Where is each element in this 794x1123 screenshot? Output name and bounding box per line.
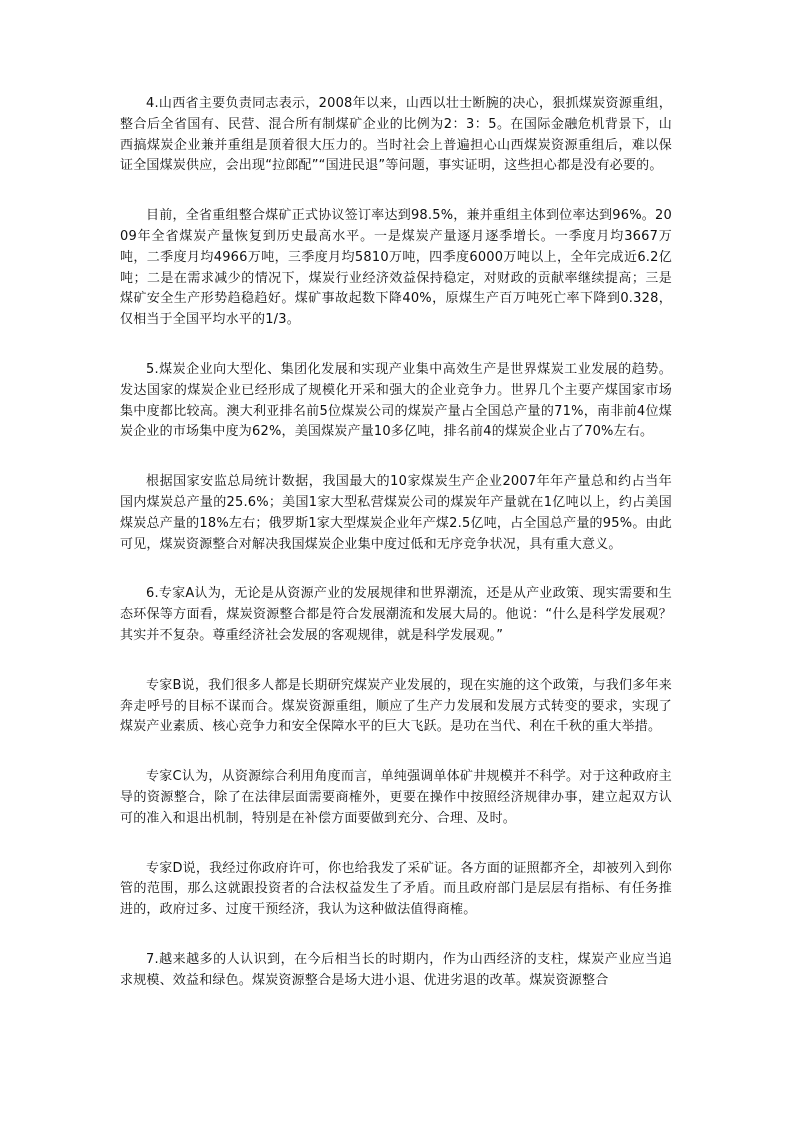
paragraph-concentration-statistics: 根据国家安监总局统计数据，我国最大的10家煤炭生产企业2007年年产量总和约占当年国内煤炭总产量的25.6%；美国1家大型私营煤炭公司的煤炭年产量就在1亿吨以上，约占美国煤炭总产量的18%左右；俄罗斯1家大型煤炭企业年产煤2.5亿吨，占全国总产量的95%。由此可见，煤炭资源整合对解决我国煤炭企业集中度过低和无序竞争状况，具有重大意义。 — [120, 474, 672, 552]
paragraph-7-future-direction: 7.越来越多的人认识到，在今后相当长的时期内，作为山西经济的支柱，煤炭产业应当追求规模、效益和绿色。煤炭资源整合是场大进小退、优进劣退的改革。煤炭资源整合 — [120, 951, 672, 988]
document-page — [120, 94, 672, 992]
paragraph-6-expert-a: 6.专家A认为，无论是从资源产业的发展规律和世界潮流，还是从产业政策、现实需要和生态环保等方面看，煤炭资源整合都是符合发展潮流和发展大局的。他说：“什么是科学发展观？其实并不复杂。尊重经济社会发展的客观规律，就是科学发展观。” — [120, 586, 672, 643]
paragraph-5-industry-trend: 5.煤炭企业向大型化、集团化发展和实现产业集中高效生产是世界煤炭工业发展的趋势。发达国家的煤炭企业已经形成了规模化开采和强大的企业竞争力。世界几个主要产煤国家市场集中度都比较高。澳大利亚排名前5位煤炭公司的煤炭产量占全国总产量的71%，南非前4位煤炭企业的市场集中度为62%，美国煤炭产量10多亿吨，排名前4的煤炭企业占了70%左右。 — [120, 361, 672, 440]
paragraph-4-coal-restructuring: 4.山西省主要负责同志表示，2008年以来，山西以壮士断腕的决心，狠抓煤炭资源重组，整合后全省国有、民营、混合所有制煤矿企业的比例为2：3：5。在国际金融危机背景下，山西搞煤炭企业兼并重组是顶着很大压力的。当时社会上普遍担心山西煤炭资源重组后，难以保证全国煤炭供应，会出现“拉郎配”“国进民退”等问题，事实证明，这些担心都是没有必要的。 — [120, 96, 672, 174]
paragraph-expert-d: 专家D说，我经过你政府许可，你也给我发了采矿证。各方面的证照都齐全，却被列入到你管的范围，那么这就跟投资者的合法权益发生了矛盾。而且政府部门是层层有指标、有任务推进的，政府过多、过度干预经济，我认为这种做法值得商榷。 — [120, 860, 672, 918]
paragraph-integration-results: 目前，全省重组整合煤矿正式协议签订率达到98.5%，兼并重组主体到位率达到96%。2009年全省煤炭产量恢复到历史最高水平。一是煤炭产量逐月逐季增长。一季度月均3667万吨，二季度月均4966万吨，三季度月均5810万吨，四季度6000万吨以上，全年完成近6.2亿吨；二是在需求减少的情况下，煤炭行业经济效益保持稳定，对财政的贡献率继续提高；三是煤矿安全生产形势趋稳趋好。煤矿事故起数下降40%，原煤生产百万吨死亡率下降到0.328，仅相当于全国平均水平的1/3。 — [120, 208, 672, 328]
paragraph-expert-c: 专家C认为，从资源综合利用角度而言，单纯强调单体矿井规模并不科学。对于这种政府主导的资源整合，除了在法律层面需要商榷外，更要在操作中按照经济规律办事，建立起双方认可的准入和退出机制，特别是在补偿方面要做到充分、合理、及时。 — [120, 769, 672, 826]
paragraph-expert-b: 专家B说，我们很多人都是长期研究煤炭产业发展的，现在实施的这个政策，与我们多年来奔走呼号的目标不谋而合。煤炭资源重组，顺应了生产力发展和发展方式转变的要求，实现了煤炭产业素质、核心竞争力和安全保障水平的巨大飞跃。是功在当代、利在千秋的重大举措。 — [120, 677, 672, 735]
